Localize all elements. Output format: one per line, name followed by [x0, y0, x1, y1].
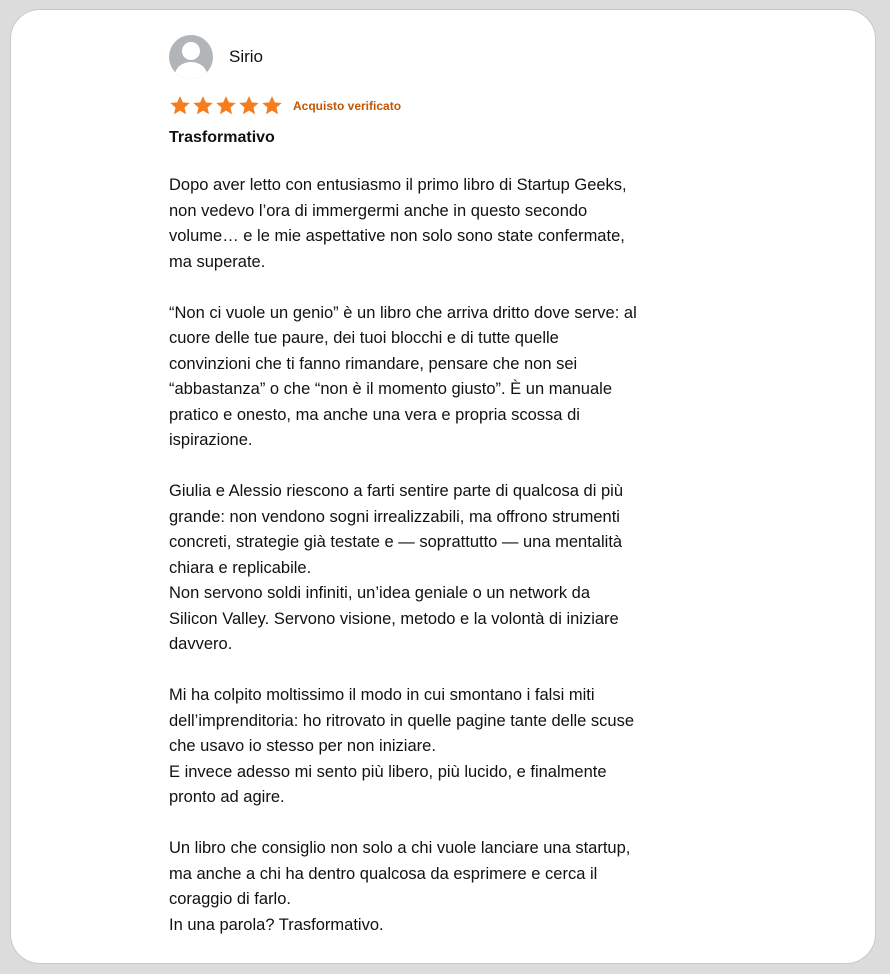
review-text-line: concreti, strategie già testate e — soprattutto — una mentalità [169, 533, 623, 551]
review-text-line: ispirazione. [169, 431, 253, 449]
review-paragraph [169, 836, 769, 938]
review-text-line: dell’imprenditoria: ho ritrovato in quelle pagine tante delle scuse [169, 711, 635, 730]
review-text-line: che usavo io stesso per non iniziare. [169, 737, 436, 755]
avatar-person-icon [182, 42, 200, 60]
review-paragraph [169, 301, 769, 454]
avatar[interactable] [169, 35, 213, 79]
review-card [10, 9, 876, 964]
review-text-line: pratico e onesto, ma anche una vera e propria scossa di [169, 405, 580, 424]
review-text-line: non vedevo l’ora di immergermi anche in questo secondo [169, 201, 588, 220]
rating-row [169, 93, 769, 119]
verified-purchase-badge: Acquisto verificato [293, 99, 402, 113]
reviewer-profile[interactable] [169, 34, 769, 80]
review-text-line: pronto ad agire. [169, 788, 285, 806]
star-icon [192, 95, 214, 117]
star-icon [238, 95, 260, 117]
review-text-line: cuore delle tue paure, dei tuoi blocchi e di tutte quelle [169, 329, 559, 347]
review-text-line: volume… e le mie aspettative non solo sono state confermate, [169, 227, 625, 245]
review-text-line: ma anche a chi ha dentro qualcosa da esprimere e cerca il [169, 864, 598, 883]
review-paragraph [169, 173, 769, 275]
review-paragraph [169, 479, 769, 658]
review-body [169, 173, 769, 938]
review-text-line: davvero. [169, 635, 233, 653]
review-text-line: coraggio di farlo. [169, 890, 291, 908]
review-text-line: Silicon Valley. Servono visione, metodo e la volontà di iniziare [169, 609, 619, 628]
review-text-line: ma superate. [169, 252, 266, 271]
review-text-line: “abbastanza” o che “non è il momento giusto”. È un manuale [169, 380, 613, 398]
review-text-line: Dopo aver letto con entusiasmo il primo libro di Startup Geeks, [169, 176, 627, 194]
review-text-line: grande: non vendono sogni irrealizzabili, ma offrono strumenti [169, 507, 620, 526]
review-text-line: Giulia e Alessio riescono a farti sentire parte di qualcosa di più [169, 482, 623, 500]
star-rating[interactable] [169, 95, 283, 117]
star-icon [261, 95, 283, 117]
review-text-line: chiara e replicabile. [169, 558, 312, 577]
review-text-line: convinzioni che ti fanno rimandare, pensare che non sei [169, 354, 578, 373]
review-text-line: Un libro che consiglio non solo a chi vuole lanciare una startup, [169, 839, 631, 857]
star-icon [215, 95, 237, 117]
review-text-line: Non servono soldi infiniti, un’idea geniale o un network da [169, 584, 591, 602]
star-icon [169, 95, 191, 117]
review-text-line: E invece adesso mi sento più libero, più lucido, e finalmente [169, 762, 607, 781]
review-paragraph [169, 683, 769, 811]
review-text-line: Mi ha colpito moltissimo il modo in cui smontano i falsi miti [169, 686, 595, 704]
review-text-line: “Non ci vuole un genio” è un libro che arriva dritto dove serve: al [169, 303, 637, 322]
review-text-line: In una parola? Trasformativo. [169, 915, 384, 934]
review-title: Trasformativo [169, 129, 275, 146]
avatar-person-shoulders [175, 62, 207, 79]
customer-review [169, 34, 769, 964]
reviewer-name[interactable]: Sirio [229, 47, 264, 66]
